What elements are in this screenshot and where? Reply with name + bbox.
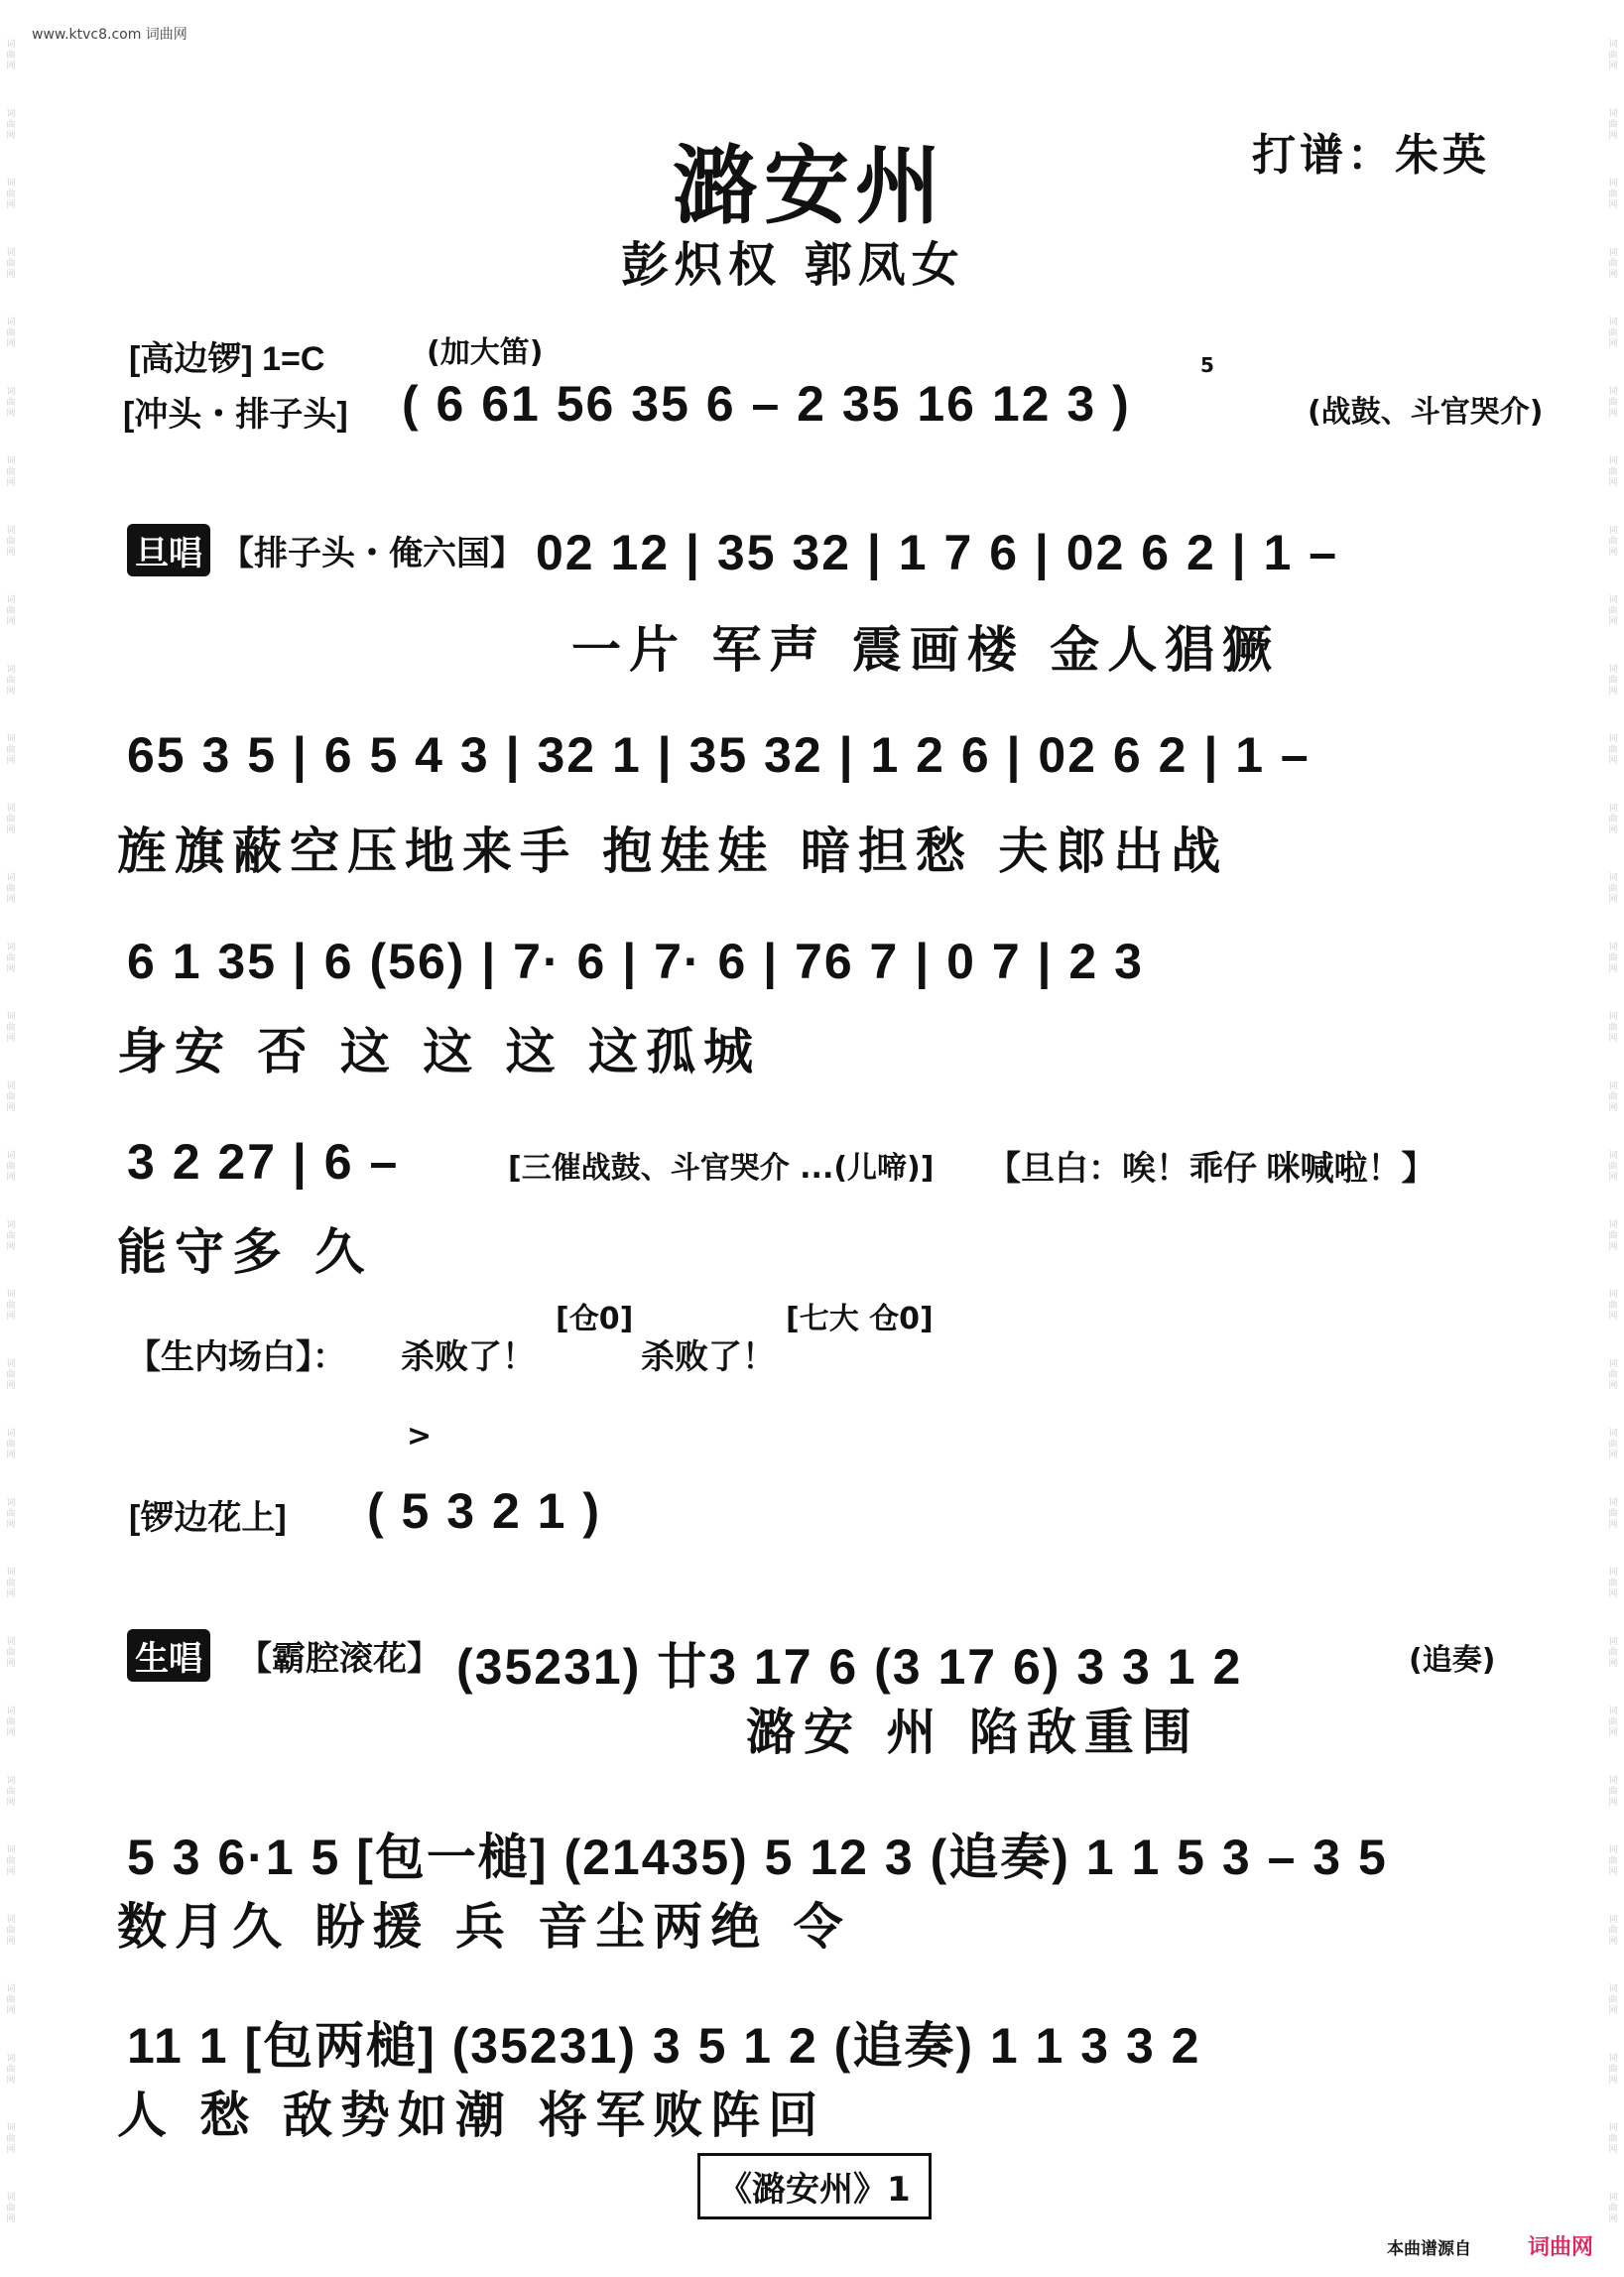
line8-lyrics: 数月久 盼援 兵 音尘两绝 令 (117, 1897, 851, 1956)
side-watermark-mark: 词曲网 (6, 1915, 16, 1947)
side-watermark-mark: 词曲网 (1608, 317, 1618, 349)
song-title: 潞安州 (673, 136, 946, 236)
side-watermark-mark: 词曲网 (6, 2123, 16, 2155)
side-watermark-mark: 词曲网 (6, 943, 16, 974)
line3-lyrics: 身安 否 这 这 这 这孤城 (117, 1022, 762, 1080)
side-watermark-mark: 词曲网 (1608, 1707, 1618, 1738)
side-watermark-mark: 词曲网 (6, 734, 16, 766)
side-watermark-mark: 词曲网 (6, 456, 16, 488)
line6-notes: ( 5 3 2 1 ) (367, 1483, 601, 1539)
line4-lyrics: 能守多 久 (117, 1222, 373, 1281)
line1-notes: 02 12 | 35 32 | 1 7 6 | 02 6 2 | 1 – (536, 525, 1339, 580)
site-url[interactable]: www.ktvc8.com 词曲网 (32, 27, 187, 43)
line2-notes: 65 3 5 | 6 5 4 3 | 32 1 | 35 32 | 1 2 6 | 02 6 2 | 1 – (127, 727, 1311, 783)
side-watermark-mark: 词曲网 (1608, 595, 1618, 627)
side-watermark-mark: 词曲网 (6, 109, 16, 141)
side-watermark-mark: 词曲网 (6, 40, 16, 71)
side-watermark-mark: 词曲网 (1608, 40, 1618, 71)
percussion-2: [七大 仓0] (786, 1302, 934, 1336)
shout-1: 杀败了！ (401, 1338, 536, 1376)
side-watermark-mark: 词曲网 (1608, 1498, 1618, 1530)
side-watermark-mark: 词曲网 (6, 1012, 16, 1044)
line1-label: 【排子头・俺六国】 (220, 535, 524, 572)
side-watermark-mark: 词曲网 (1608, 1151, 1618, 1183)
right-watermark-strip (1602, 0, 1624, 2277)
side-watermark-mark: 词曲网 (6, 1151, 16, 1183)
side-watermark-mark: 词曲网 (6, 179, 16, 210)
side-watermark-mark: 词曲网 (6, 248, 16, 280)
side-watermark-mark: 词曲网 (1608, 2193, 1618, 2224)
side-watermark-mark: 词曲网 (1608, 2123, 1618, 2155)
side-watermark-mark: 词曲网 (6, 1359, 16, 1391)
line2-lyrics: 旌旗蔽空压地来手 抱娃娃 暗担愁 夫郎出战 (117, 822, 1229, 880)
side-watermark-mark: 词曲网 (6, 2193, 16, 2224)
side-watermark-mark: 词曲网 (1608, 179, 1618, 210)
side-watermark-mark: 词曲网 (1608, 734, 1618, 766)
side-watermark-mark: 词曲网 (6, 387, 16, 419)
side-watermark-mark: 词曲网 (1608, 1220, 1618, 1252)
side-watermark-mark: 词曲网 (1608, 1845, 1618, 1877)
singers: 彭炽权 郭凤女 (621, 237, 965, 293)
sheng-sings-badge: 生唱 (127, 1629, 210, 1682)
side-watermark-mark: 词曲网 (1608, 456, 1618, 488)
line7-lyrics: 潞安 州 陷敌重围 (746, 1703, 1199, 1761)
line3-notes: 6 1 35 | 6 (56) | 7· 6 | 7· 6 | 76 7 | 0 7 | 2 3 (127, 934, 1144, 989)
intro-grace-note: 5 (1200, 353, 1214, 377)
key-label: [高边锣] 1=C (129, 340, 325, 378)
line7-right-note: (追奏) (1409, 1643, 1496, 1678)
line8-notes: 5 3 6·1 5 [包一槌] (21435) 5 12 3 (追奏) 1 1 5 3 – 3 5 (127, 1830, 1388, 1885)
side-watermark-mark: 词曲网 (6, 1081, 16, 1113)
line7-label: 【霸腔滚花】 (238, 1640, 440, 1678)
instrument-note: (加大笛) (427, 335, 544, 370)
side-watermark-mark: 词曲网 (6, 1845, 16, 1877)
side-watermark-mark: 词曲网 (1608, 248, 1618, 280)
side-watermark-mark: 词曲网 (6, 1568, 16, 1599)
sheng-offstage-label: 【生内场白】： (127, 1338, 346, 1376)
side-watermark-mark: 词曲网 (1608, 1915, 1618, 1947)
percussion-1: [仓0] (556, 1302, 634, 1336)
line4-notes: 3 2 27 | 6 – (127, 1134, 400, 1190)
side-watermark-mark: 词曲网 (1608, 109, 1618, 141)
line9-lyrics: 人 愁 敌势如潮 将军败阵回 (117, 2086, 826, 2144)
side-watermark-mark: 词曲网 (6, 317, 16, 349)
side-watermark-mark: 词曲网 (6, 1984, 16, 2016)
dan-speech: 【旦白：唉！乖仔 咪喊啦！】 (987, 1150, 1436, 1188)
side-watermark-mark: 词曲网 (1608, 1429, 1618, 1460)
side-watermark-mark: 词曲网 (1608, 1081, 1618, 1113)
shout-2: 杀败了！ (641, 1338, 776, 1376)
intro-right-note: (战鼓、斗官哭介) (1308, 395, 1544, 430)
transcriber: 打谱：朱英 (1252, 130, 1490, 181)
side-watermark-mark: 词曲网 (1608, 526, 1618, 558)
side-watermark-mark: 词曲网 (6, 1637, 16, 1669)
side-watermark-mark: 词曲网 (1608, 1776, 1618, 1808)
gong-label: [锣边花上] (129, 1499, 287, 1537)
brand-link[interactable]: 词曲网 (1528, 2235, 1594, 2260)
side-watermark-mark: 词曲网 (6, 1498, 16, 1530)
side-watermark-mark: 词曲网 (6, 665, 16, 696)
dan-sings-badge: 旦唱 (127, 524, 210, 576)
intro-section-label: [冲头・排子头] (123, 396, 348, 434)
side-watermark-mark: 词曲网 (6, 1707, 16, 1738)
side-watermark-mark: 词曲网 (6, 1776, 16, 1808)
side-watermark-mark: 词曲网 (6, 595, 16, 627)
side-watermark-mark: 词曲网 (1608, 1290, 1618, 1322)
side-watermark-mark: 词曲网 (1608, 1359, 1618, 1391)
page-footer: 《潞安州》1 (697, 2153, 932, 2219)
side-watermark-mark: 词曲网 (1608, 1568, 1618, 1599)
source-note: 本曲谱源自 (1387, 2239, 1471, 2259)
line4-right-note: [三催战鼓、斗官哭介 ...(儿啼)] (508, 1151, 935, 1186)
left-watermark-strip (0, 0, 22, 2277)
side-watermark-mark: 词曲网 (6, 873, 16, 905)
side-watermark-mark: 词曲网 (1608, 1984, 1618, 2016)
side-watermark-mark: 词曲网 (1608, 943, 1618, 974)
side-watermark-mark: 词曲网 (1608, 1012, 1618, 1044)
line7-notes: (35231) 廿3 17 6 (3 17 6) 3 3 1 2 (456, 1639, 1243, 1695)
side-watermark-mark: 词曲网 (1608, 804, 1618, 835)
line1-lyrics: 一片 军声 震画楼 金人猖獗 (571, 620, 1281, 679)
side-watermark-mark: 词曲网 (6, 526, 16, 558)
side-watermark-mark: 词曲网 (6, 2054, 16, 2086)
intro-notes: ( 6 61 56 35 6 – 2 35 16 12 3 ) (402, 376, 1131, 432)
side-watermark-mark: 词曲网 (6, 1429, 16, 1460)
side-watermark-mark: 词曲网 (1608, 2054, 1618, 2086)
side-watermark-mark: 词曲网 (6, 804, 16, 835)
side-watermark-mark: 词曲网 (1608, 665, 1618, 696)
line9-notes: 11 1 [包两槌] (35231) 3 5 1 2 (追奏) 1 1 3 3 2 (127, 2018, 1201, 2074)
side-watermark-mark: 词曲网 (6, 1220, 16, 1252)
side-watermark-mark: 词曲网 (6, 1290, 16, 1322)
side-watermark-mark: 词曲网 (1608, 873, 1618, 905)
side-watermark-mark: 词曲网 (1608, 1637, 1618, 1669)
accent-mark: > (407, 1419, 433, 1454)
side-watermark-mark: 词曲网 (1608, 387, 1618, 419)
